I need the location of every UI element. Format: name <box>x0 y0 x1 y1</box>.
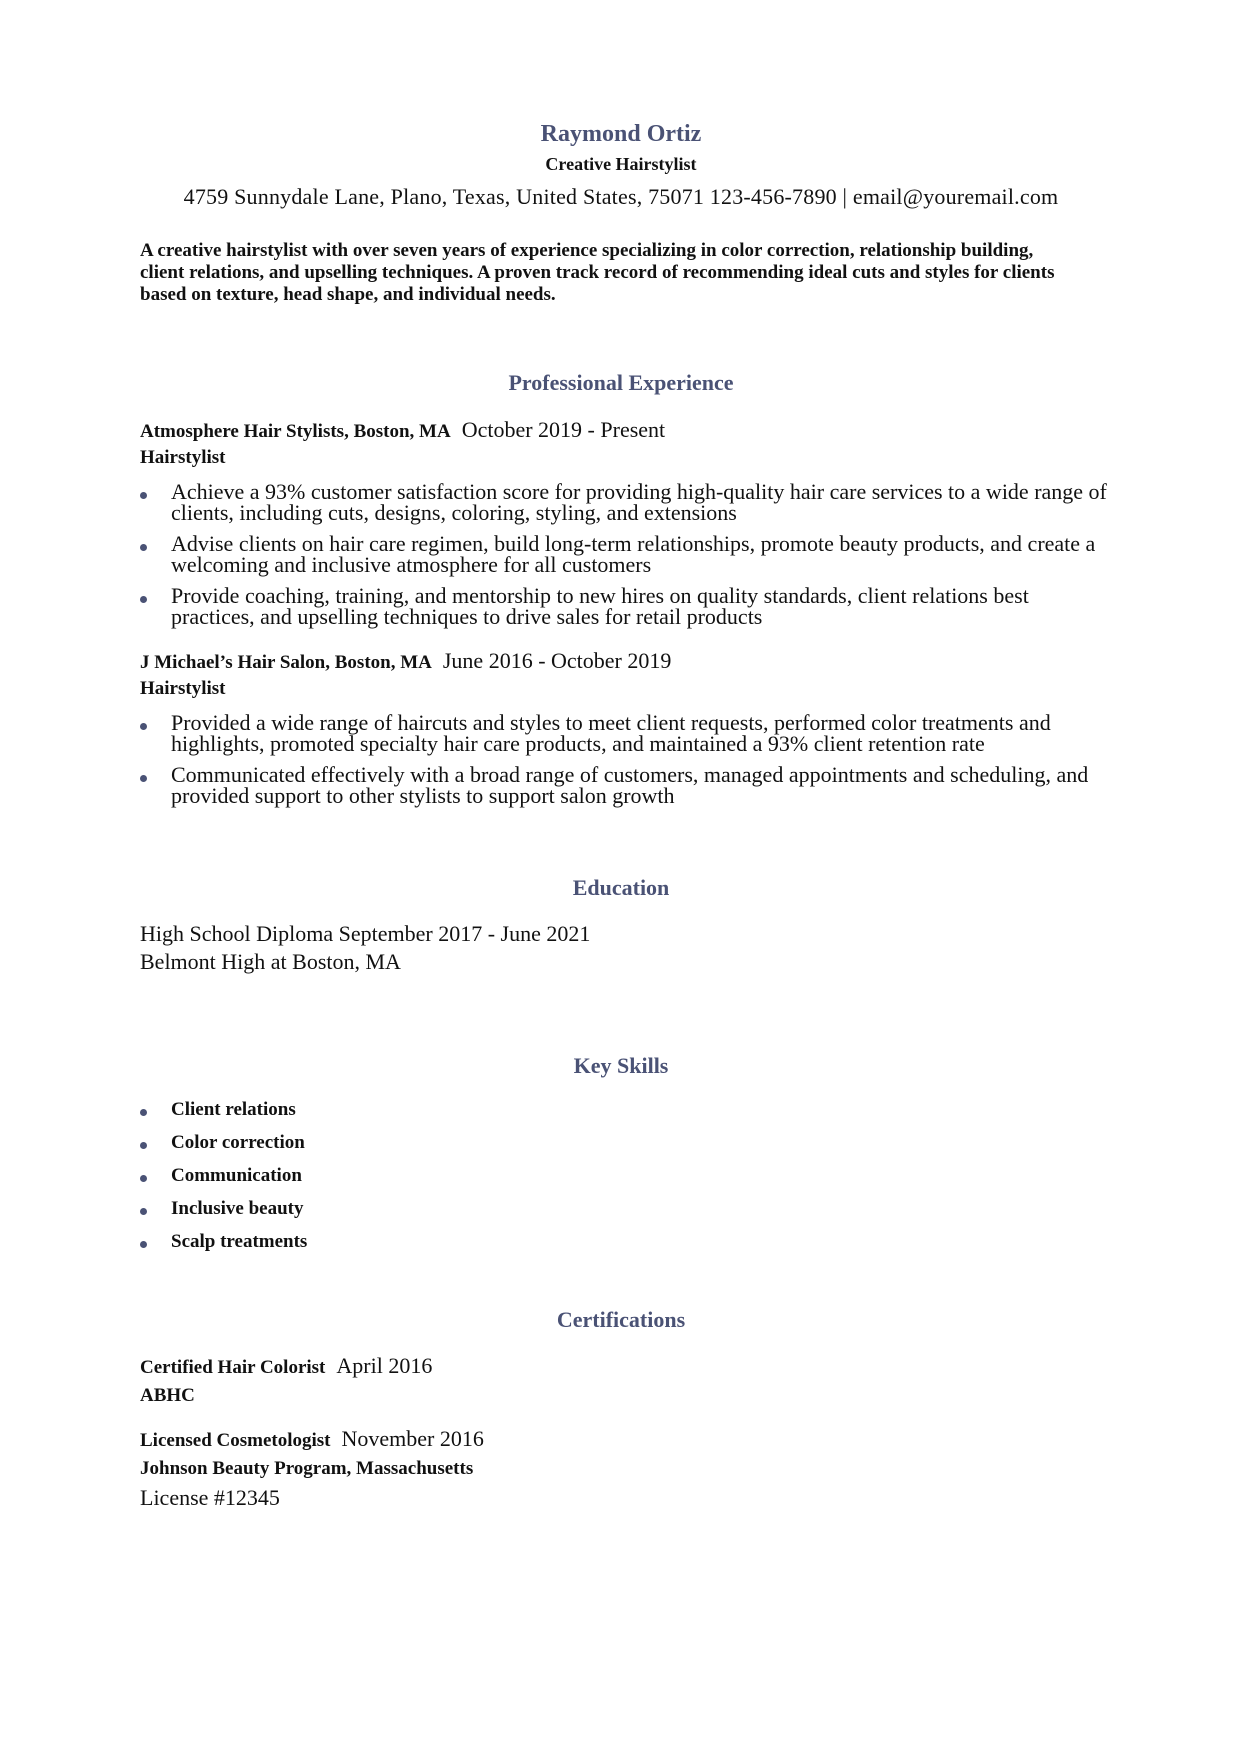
job-org: J Michael’s Hair Salon, Boston, MA <box>140 652 432 673</box>
bullet-icon <box>140 775 147 782</box>
job-org: Atmosphere Hair Stylists, Boston, MA <box>140 421 451 442</box>
bullet-icon <box>140 1109 147 1116</box>
bullet-text: Communicated effectively with a broad range of customers, managed appointments and scheduling, and provided support to other stylists to support salon growth <box>171 762 1089 808</box>
job-header <box>140 646 1100 676</box>
job-bullets <box>140 712 1100 806</box>
bullet-icon <box>140 492 147 499</box>
skill-label: Inclusive beauty <box>171 1198 304 1219</box>
list-item <box>140 1164 1100 1197</box>
list-item <box>140 1131 1100 1164</box>
bullet-icon <box>140 596 147 603</box>
job-dates: October 2019 - Present <box>461 417 666 442</box>
bullet-text: Advise clients on hair care regimen, build long-term relationships, promote beauty products, and create a welcoming and inclusive atmosphere for all customers <box>171 531 1096 577</box>
list-item <box>140 533 1111 575</box>
list-item <box>140 1098 1100 1131</box>
bullet-text: Provided a wide range of haircuts and styles to meet client requests, performed color treatments and highlights, promoted specialty hair care products, and maintained a 93% client retention rate <box>171 710 1051 756</box>
certification-issuer: Johnson Beauty Program, Massachusetts <box>140 1458 474 1479</box>
skills-list <box>140 1098 1100 1263</box>
list-item <box>140 481 1111 523</box>
certification-name: Certified Hair Colorist <box>140 1357 326 1378</box>
certification-header <box>140 1425 1100 1455</box>
skill-label: Color correction <box>171 1132 305 1153</box>
bullet-icon <box>140 723 147 730</box>
bullet-icon <box>140 544 147 551</box>
experience-heading: Professional Experience <box>508 370 734 395</box>
bullet-icon <box>140 1175 147 1182</box>
list-item <box>140 712 1111 754</box>
skill-label: Communication <box>171 1165 302 1186</box>
certification-name: Licensed Cosmetologist <box>140 1430 331 1451</box>
certification-entry <box>140 1352 1100 1410</box>
certification-header <box>140 1352 1100 1382</box>
education-entry <box>140 920 1100 976</box>
education-degree-line <box>140 920 1100 948</box>
list-item <box>140 585 1111 627</box>
job-title: Hairstylist <box>140 678 226 699</box>
job-entry <box>140 646 1100 806</box>
list-item <box>140 1230 1100 1263</box>
certification-issuer: ABHC <box>140 1385 195 1406</box>
summary-paragraph: A creative hairstylist with over seven years of experience specializing in color correction, relationship building, client relations, and upselling techniques. A proven track record of recommending ideal cuts and styles for clients based on texture, head shape, and individual needs. <box>140 240 1055 305</box>
education-school: Belmont High at Boston, MA <box>140 949 401 974</box>
candidate-role: Creative Hairstylist <box>545 154 697 174</box>
skill-label: Scalp treatments <box>171 1231 308 1252</box>
skills-block <box>140 1098 1100 1263</box>
license-number: License #12345 <box>140 1485 280 1510</box>
candidate-name: Raymond Ortiz <box>540 121 702 147</box>
job-entry <box>140 415 1107 629</box>
bullet-text: Achieve a 93% customer satisfaction score for providing high-quality hair care services to a wide range of clients, including cuts, designs, coloring, styling, and extensions <box>171 479 1107 525</box>
bullet-icon <box>140 1241 147 1248</box>
bullet-icon <box>140 1142 147 1149</box>
education-heading: Education <box>572 875 670 900</box>
certification-entry <box>140 1425 1100 1513</box>
job-title: Hairstylist <box>140 447 226 468</box>
bullet-icon <box>140 1208 147 1215</box>
skill-label: Client relations <box>171 1099 296 1120</box>
certification-date: November 2016 <box>341 1426 484 1451</box>
education-degree: High School Diploma <box>140 921 334 946</box>
certification-date: April 2016 <box>336 1353 433 1378</box>
list-item <box>140 1197 1100 1230</box>
job-dates: June 2016 - October 2019 <box>442 648 672 673</box>
certifications-heading: Certifications <box>556 1307 686 1332</box>
job-bullets <box>140 479 1107 629</box>
skills-heading: Key Skills <box>573 1053 669 1078</box>
bullet-text: Provide coaching, training, and mentorship to new hires on quality standards, client relations best practices, and upselling techniques to drive sales for retail products <box>171 583 1029 629</box>
list-item <box>140 764 1111 806</box>
education-dates: September 2017 - June 2021 <box>338 921 591 946</box>
contact-line: 4759 Sunnydale Lane, Plano, Texas, United States, 75071 123-456-7890 | email@youremail.com <box>183 184 1059 209</box>
job-header <box>140 415 1100 445</box>
